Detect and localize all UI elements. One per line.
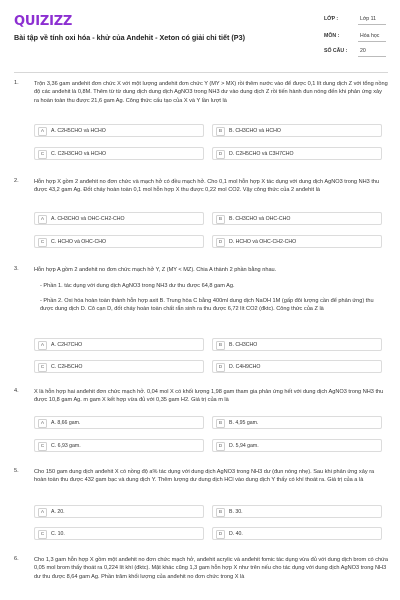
question-text: Cho 1,3 gam hỗn hợp X gồm một anđehit no đơn chức mạch hở, anđehit acrylic và anđehit fomic tác dụng vừa đủ với dung dịch brom có chứa 0,05 mol brom thấy thoát ra 0,224 lít khí (đktc). Mặt khác cũng 1,3 gam hỗn hợp X như trên nếu cho tác dụng với dung dịch AgNO3 trong NH3 dư thu được 8,64 gam Ag. Phần trăm khối lượng của anđehit no đơn chức trong X là bbox=[34, 557, 388, 580]
question-number: 5. bbox=[14, 468, 19, 474]
question-number: 4. bbox=[14, 388, 19, 394]
question-text: Cho 150 gam dung dịch anđehit X có nồng độ a% tác dụng với dung dịch AgNO3 trong NH3 dư (đun nóng nhẹ). Sau khi phản ứng xảy ra hoàn toàn thu được 432 gam bạc và dung dịch Y. Thêm lượng dư dung dịch HCl vào dung dịch Y thấy có khí thoát ra. Giá trị của a là bbox=[34, 469, 375, 484]
question-number: 2. bbox=[14, 178, 19, 184]
meta-class-label: LỚP : bbox=[324, 16, 339, 22]
question-number: 6. bbox=[14, 556, 19, 562]
meta-count-label: SỐ CÂU : bbox=[324, 48, 348, 54]
document-header bbox=[0, 0, 400, 68]
question-part-2: - Phần 2. Oxi hóa hoàn toàn thành hỗn hợp axit B. Trung hòa C bằng 400ml dung dịch NaOH 1M (gấp đôi lượng cần để phản ứng) thu được dung dịch D. Cô cạn D, đốt cháy hoàn toàn chất rắn sinh ra thu được 6,72 lít CO2 (đktc). Công thức của Z là bbox=[40, 298, 374, 313]
question-text: Trộn 3,36 gam anđehit đơn chức X với một lượng anđehit đơn chức Y (MY > MX) rồi thêm nước vào để được 0,1 lít dung dịch Z với tổng nồng độ các anđehit là 0,8M. Thêm từ từ dung dịch dung dịch AgNO3 trong NH3 dư vào dung dịch Z rồi tiến hành đun nóng đến khi phản ứng xảy ra hoàn toàn thu được 21,6 gam Ag. Công thức cấu tạo của X và Y lần lượt là bbox=[34, 81, 388, 104]
meta-subject bbox=[324, 31, 386, 43]
option-c[interactable]: C C. HCHO và OHC-CHO bbox=[34, 235, 204, 248]
meta-class bbox=[324, 14, 386, 26]
option-c[interactable]: C C. C2H3CHO và HCHO bbox=[34, 147, 204, 160]
meta-question-count bbox=[324, 46, 386, 58]
option-b[interactable]: B B. CH3CHO bbox=[212, 338, 382, 351]
option-d[interactable]: D D. 40. bbox=[212, 527, 382, 540]
option-b[interactable]: B B. CH3CHO và HCHO bbox=[212, 124, 382, 137]
option-a[interactable]: A A. 8,66 gam. bbox=[34, 416, 204, 429]
header-divider bbox=[14, 72, 388, 73]
meta-subject-label: MÔN : bbox=[324, 33, 340, 39]
option-a[interactable]: A A. 20. bbox=[34, 505, 204, 518]
meta-subject-value: Hóa học bbox=[360, 33, 380, 39]
option-b[interactable]: B B. 30. bbox=[212, 505, 382, 518]
question-number: 3. bbox=[14, 266, 19, 272]
quizizz-logo: QUIZIZZ bbox=[14, 14, 73, 29]
meta-count-value: 20 bbox=[360, 48, 366, 54]
question-part-1: - Phần 1. tác dụng với dung dịch AgNO3 trong NH3 dư thu được 64,8 gam Ag. bbox=[40, 283, 235, 289]
question-text: Hỗn hợp X gồm 2 anđehit no đơn chức và mạch hở có đều mạch hở. Cho 0,1 mol hỗn hợp X tác dụng với dung dịch AgNO3 trong NH3 thu được 43,2 gam Ag. Đốt cháy hoàn toàn 0,1 mol hỗn hợp X thu được 0,22 mol CO2. Vậy công thức của 2 anđehit là bbox=[34, 179, 380, 194]
option-b[interactable]: B B. 4,95 gam. bbox=[212, 416, 382, 429]
document-title: Bài tập về tính oxi hóa - khử của Andehit - Xeton có giải chi tiết (P3) bbox=[14, 33, 245, 42]
option-d[interactable]: D D. C4H9CHO bbox=[212, 360, 382, 373]
option-c[interactable]: C C. C2H5CHO bbox=[34, 360, 204, 373]
option-d[interactable]: D D. C2H5CHO và C3H7CHO bbox=[212, 147, 382, 160]
meta-class-value: Lớp 11 bbox=[360, 16, 376, 22]
question-text: Hỗn hợp A gồm 2 anđehit no đơn chức mạch hở Y, Z (MY < MZ). Chia A thành 2 phần bằng nhau. bbox=[34, 267, 277, 273]
option-a[interactable]: A A. C2H5CHO và HCHO bbox=[34, 124, 204, 137]
option-d[interactable]: D D. HCHO và OHC-CH2-CHO bbox=[212, 235, 382, 248]
option-a[interactable]: A A. CH3CHO và OHC-CH2-CHO bbox=[34, 212, 204, 225]
option-c[interactable]: C C. 6,93 gam. bbox=[34, 439, 204, 452]
question-number: 1. bbox=[14, 80, 19, 86]
option-a[interactable]: A A. C2H7CHO bbox=[34, 338, 204, 351]
option-c[interactable]: C C. 10. bbox=[34, 527, 204, 540]
option-b[interactable]: B B. CH3CHO và OHC-CHO bbox=[212, 212, 382, 225]
question-text: X là hỗn hợp hai anđehit đơn chức mạch hở. 0,04 mol X có khối lượng 1,98 gam tham gia phản ứng hết với dung dịch AgNO3 trong NH3 thu được 10,8 gam Ag. m gam X kết hợp vừa đủ với 0,35 gam H2. Giá trị của m là bbox=[34, 389, 384, 404]
option-d[interactable]: D D. 5,94 gam. bbox=[212, 439, 382, 452]
